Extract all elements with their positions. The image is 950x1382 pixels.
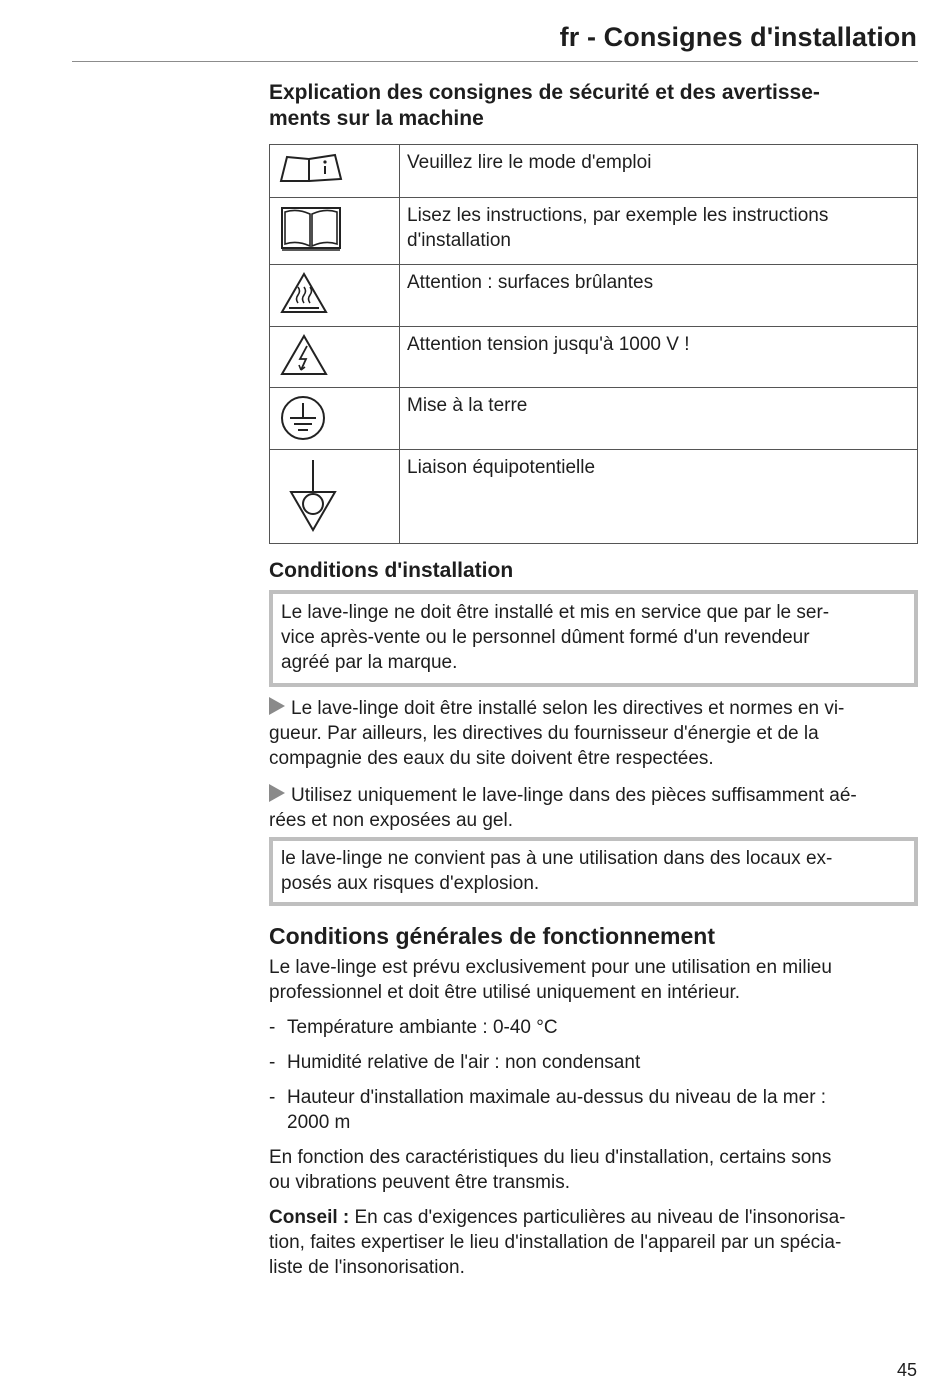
page-content	[269, 80, 918, 1280]
hot-surface-warning-icon	[279, 271, 329, 315]
table-cell: Lisez les instructions, par exemple les instructions d'installation	[400, 198, 918, 265]
operating-intro: Le lave-linge est prévu exclusivement pour une utilisation en milieu professionnel et doit être utilisé uniquement en intérieur.	[269, 957, 832, 1003]
list-item: - Température ambiante : 0-40 °C	[269, 1017, 558, 1038]
table-row	[270, 265, 918, 327]
equipotential-bonding-icon	[279, 456, 343, 534]
explosion-note-box: le lave-linge ne convient pas à une utilisation dans des locaux ex- posés aux risques d'explosion.	[269, 837, 918, 906]
arrow-bullet-icon	[269, 697, 285, 715]
table-row	[270, 198, 918, 265]
symbols-section-title: Explication des consignes de sécurité et des avertisse- ments sur la machine	[269, 81, 820, 130]
table-cell: Attention : surfaces brûlantes	[400, 265, 918, 327]
tip-paragraph: Conseil : En cas d'exigences particulières au niveau de l'insonorisa- tion, faites expertiser le lieu d'installation de l'appareil par un spécia- liste de l'insonorisation.	[269, 1207, 846, 1278]
table-row	[270, 327, 918, 388]
table-row	[270, 388, 918, 450]
earth-ground-icon	[279, 394, 329, 442]
transmission-paragraph: En fonction des caractéristiques du lieu d'installation, certains sons ou vibrations peuvent être transmis.	[269, 1147, 832, 1193]
info-manual-icon	[279, 151, 343, 185]
instruction-step: Utilisez uniquement le lave-linge dans des pièces suffisamment aé- rées et non exposées au gel.	[269, 785, 857, 831]
high-voltage-warning-icon	[279, 333, 329, 377]
page-number: 45	[896, 1360, 917, 1380]
instruction-step: Le lave-linge doit être installé selon les directives et normes en vi- gueur. Par ailleurs, les directives du fournisseur d'énergie et de la compagnie des eaux du site doivent être respectées.	[269, 698, 845, 769]
page-header-title: fr - Consignes d'installation	[559, 22, 917, 52]
table-row	[270, 145, 918, 198]
list-item: - Humidité relative de l'air : non condensant	[269, 1052, 641, 1073]
list-item: - Hauteur d'installation maximale au-dessus du niveau de la mer : 2000 m	[269, 1087, 827, 1133]
table-cell: Attention tension jusqu'à 1000 V !	[400, 327, 918, 388]
symbols-table	[269, 144, 918, 544]
operating-conditions-title: Conditions générales de fonctionnement	[269, 923, 715, 949]
installation-note-box: Le lave-linge ne doit être installé et mis en service que par le ser- vice après-vente ou le personnel dûment formé d'un revendeur agréé par la marque.	[269, 590, 918, 687]
open-book-icon	[279, 204, 343, 254]
tip-label: Conseil :	[269, 1207, 350, 1228]
table-cell: Liaison équipotentielle	[400, 450, 918, 544]
header-divider	[72, 61, 918, 62]
arrow-bullet-icon	[269, 784, 285, 802]
table-row	[270, 450, 918, 544]
table-cell: Veuillez lire le mode d'emploi	[400, 145, 918, 198]
table-cell: Mise à la terre	[400, 388, 918, 450]
installation-conditions-title: Conditions d'installation	[269, 559, 514, 582]
